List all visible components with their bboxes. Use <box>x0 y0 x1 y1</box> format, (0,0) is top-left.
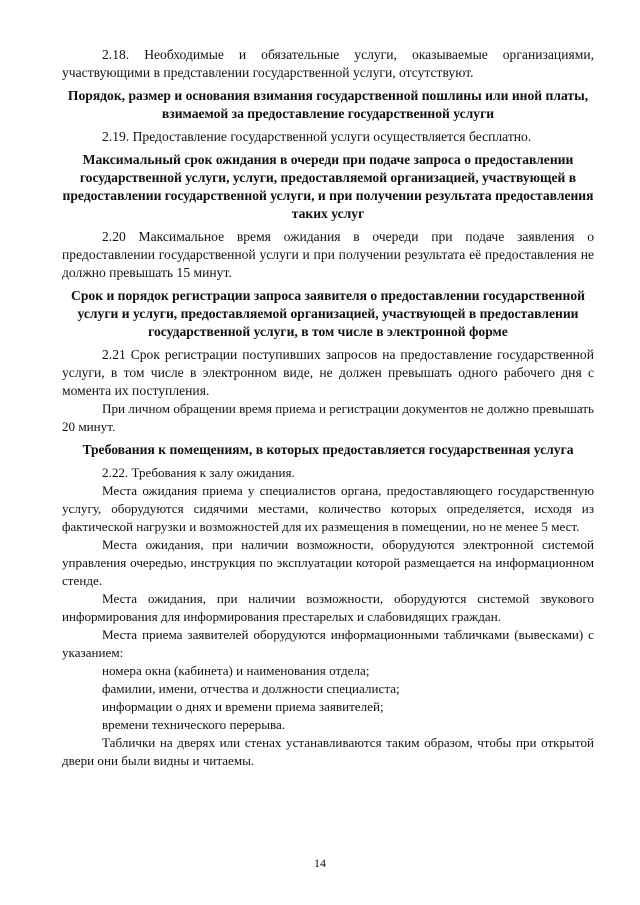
heading-state-fee: Порядок, размер и основания взимания государственной пошлины или иной платы, взимаемой за предоставление государственной услуги <box>67 88 589 121</box>
paragraph-reception-signs: Места приема заявителей оборудуются информационными табличками (вывесками) с указанием: <box>62 627 594 660</box>
paragraph-2-22: 2.22. Требования к залу ожидания. <box>102 465 295 480</box>
list-item: информации о днях и времени приема заявителей; <box>102 699 384 714</box>
sign-info-list <box>62 662 594 734</box>
heading-registration: Срок и порядок регистрации запроса заявителя о предоставлении государственной услуги и услуги, предоставляемой организацией, участвующей в предоставлении государственной услуги, в том числе в электронной форме <box>71 288 585 339</box>
list-item: времени технического перерыва. <box>102 717 286 732</box>
paragraph-waiting-places: Места ожидания приема у специалистов органа, предоставляющего государственную услугу, оборудуются сидячими местами, количество которых определяется, исходя из фактической нагрузки и возможностей для их размещения в помещении, но не менее 5 мест. <box>62 483 594 534</box>
page-number: 14 <box>314 856 326 870</box>
heading-queue-time: Максимальный срок ожидания в очереди при подаче запроса о предоставлении государственной услуги, услуги, предоставляемой организацией, участвующей в предоставлении государственной услуги, и при получении результата предоставления таких услуг <box>62 152 594 221</box>
paragraph-2-19: 2.19. Предоставление государственной услуги осуществляется бесплатно. <box>102 129 532 144</box>
paragraph-queue-system: Места ожидания, при наличии возможности, оборудуются электронной системой управления очередью, инструкция по эксплуатации которой размещается на информационном стенде. <box>62 537 594 588</box>
paragraph-door-signs: Таблички на дверях или стенах устанавливаются таким образом, чтобы при открытой двери они были видны и читаемы. <box>62 735 594 768</box>
paragraph-2-21-personal: При личном обращении время приема и регистрации документов не должно превышать 20 минут. <box>62 401 594 434</box>
page-content <box>62 46 594 770</box>
paragraph-2-20: 2.20 Максимальное время ожидания в очереди при подаче заявления о предоставлении государственной услуги и при получении результата её предоставления не должно превышать 15 минут. <box>62 229 594 280</box>
heading-premises: Требования к помещениям, в которых предоставляется государственная услуга <box>82 442 574 457</box>
list-item: номера окна (кабинета) и наименования отдела; <box>102 663 370 678</box>
paragraph-sound-system: Места ожидания, при наличии возможности, оборудуются системой звукового информирования для информирования престарелых и слабовидящих граждан. <box>62 591 594 624</box>
paragraph-2-21: 2.21 Срок регистрации поступивших запросов на предоставление государственной услуги, в том числе в электронном виде, не должен превышать одного рабочего дня с момента их поступления. <box>62 347 594 398</box>
paragraph-2-18: 2.18. Необходимые и обязательные услуги, оказываемые организациями, участвующими в представлении государственной услуги, отсутствуют. <box>62 47 594 80</box>
list-item: фамилии, имени, отчества и должности специалиста; <box>102 681 400 696</box>
